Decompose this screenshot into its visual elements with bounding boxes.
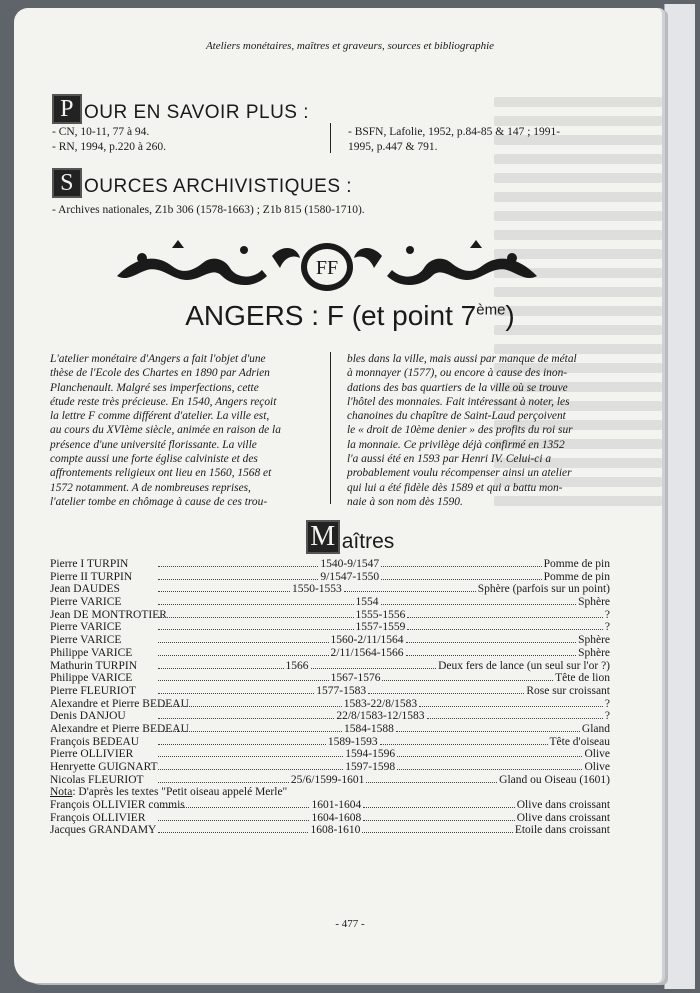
section-title: OURCES ARCHIVISTIQUES : — [84, 176, 353, 197]
section-title: OUR EN SAVOIR PLUS : — [84, 102, 310, 123]
master-name: Pierre OLLIVIER — [50, 748, 134, 761]
table-row — [50, 596, 610, 609]
table-row — [50, 736, 610, 749]
mint-mark: Rose sur croissant — [526, 684, 610, 697]
master-dates: 1557-1559 — [355, 621, 406, 634]
leader-dots — [158, 807, 309, 808]
master-dates: 2/11/1564-1566 — [330, 646, 404, 659]
mint-mark: Sphère — [578, 596, 610, 609]
leader-dots — [158, 706, 342, 707]
mint-mark: Tête d'oiseau — [549, 735, 611, 748]
table-row — [50, 761, 610, 774]
nota-line: Nota : D'après les textes "Petit oiseau appelé Merle" — [50, 786, 288, 799]
master-name: Alexandre et Pierre BEDEAU — [50, 697, 189, 710]
master-dates: 25/6/1599-1601 — [290, 773, 365, 786]
master-name: Jacques GRANDAMY — [50, 824, 157, 837]
master-dates: 1566 — [285, 659, 309, 672]
master-name: Pierre VARICE — [50, 621, 122, 634]
mint-mark: Etoile dans croissant — [514, 824, 610, 837]
section-maitres — [0, 520, 700, 554]
master-name: Pierre I TURPIN — [50, 558, 129, 570]
leader-dots — [158, 604, 354, 605]
table-row — [50, 558, 610, 571]
intro-column-left: L'atelier monétaire d'Angers a fait l'objet d'une thèse de l'Ecole des Chartes en 1890 par Adrien Planchenault. Malgré ses imperfections, cette étude reste très précieuse. En 1540, Angers reçoit la lettre F comme différent d'atelier. La ville est, au cours du XVIème siècle, animée en raison de la présence d'une université florissante. La ville compte aussi une forte église calviniste et des affrontements religieux ont lieu en 1560, 1568 et 1572 notamment. A de nombreuses reprises, l'atelier tombe en chômage à cause de ces trou- — [50, 353, 281, 508]
table-row — [50, 824, 610, 837]
page-number: - 477 - — [335, 918, 365, 930]
table-row — [50, 571, 610, 584]
leader-dots — [368, 693, 524, 694]
table-row — [50, 634, 610, 647]
mint-mark: ? — [604, 621, 611, 634]
master-name: Denis DANJOU — [50, 710, 126, 723]
running-header: Ateliers monétaires, maîtres et graveurs, sources et bibliographie — [205, 40, 495, 52]
leader-dots — [406, 642, 577, 643]
master-name: François OLLIVIER — [50, 811, 146, 824]
leader-dots — [158, 832, 308, 833]
master-dates: 1577-1583 — [316, 684, 367, 697]
master-dates: 9/1547-1550 — [320, 570, 380, 583]
master-dates: 1601-1604 — [311, 799, 362, 812]
master-name: Philippe VARICE — [50, 646, 133, 659]
leader-dots — [366, 782, 497, 783]
mint-mark: Sphère (parfois sur un point) — [477, 583, 611, 596]
leader-dots — [158, 782, 289, 783]
master-dates: 1583-22/8/1583 — [343, 697, 418, 710]
master-dates: 1597-1598 — [345, 761, 396, 773]
leader-dots — [158, 655, 329, 656]
master-dates: 1584-1588 — [344, 722, 394, 735]
mint-mark: Olive — [584, 748, 610, 761]
mint-mark: Gland ou Oiseau (1601) — [499, 773, 610, 786]
table-row — [50, 698, 610, 711]
leader-dots — [158, 693, 314, 694]
table-row — [50, 723, 610, 736]
master-dates: 1589-1593 — [327, 735, 378, 748]
table-row — [50, 621, 610, 634]
table-row — [50, 812, 610, 825]
column-divider — [330, 123, 331, 153]
master-name: Jean DAUDES — [50, 583, 120, 596]
mint-mark: Olive dans croissant — [516, 799, 611, 812]
table-row — [50, 799, 610, 812]
mint-mark: Sphère — [578, 646, 611, 659]
master-name: Pierre VARICE — [50, 596, 122, 609]
mint-mark: Olive — [584, 761, 610, 773]
drop-cap: M — [306, 520, 340, 554]
mint-mark: ? — [604, 710, 610, 723]
ornament-frieze — [112, 236, 542, 298]
mint-mark: Olive dans croissant — [516, 811, 611, 824]
section-sources — [52, 168, 352, 198]
leader-dots — [396, 731, 580, 732]
mint-mark: Deux fers de lance (un seul sur l'or ?) — [438, 659, 611, 672]
master-dates: 1594-1596 — [345, 748, 396, 761]
leader-dots — [427, 718, 603, 719]
master-name: François BEDEAU — [50, 735, 140, 748]
master-name: Nicolas FLEURIOT — [50, 773, 144, 786]
master-name: Pierre VARICE — [50, 634, 122, 647]
leader-dots — [381, 604, 577, 605]
leader-dots — [158, 756, 343, 757]
leader-dots — [344, 591, 476, 592]
leader-dots — [382, 680, 553, 681]
master-name: Alexandre et Pierre BEDEAU — [50, 722, 189, 735]
leader-dots — [158, 566, 318, 567]
leader-dots — [407, 617, 603, 618]
refs-left: - CN, 10-11, 77 à 94. - RN, 1994, p.220 à 260. — [52, 126, 167, 153]
leader-dots — [158, 820, 309, 821]
leader-dots — [397, 756, 582, 757]
mint-mark: ? — [604, 608, 611, 621]
page-title: ANGERS : F (et point 7ème) — [185, 300, 515, 331]
table-row — [50, 583, 610, 596]
leader-dots — [158, 579, 318, 580]
leader-dots — [158, 617, 354, 618]
leader-dots — [363, 820, 514, 821]
leader-dots — [158, 591, 290, 592]
table-row — [50, 672, 610, 685]
master-dates: 1567-1576 — [330, 672, 381, 685]
table-row — [50, 685, 610, 698]
master-name: Jean DE MONTROTIER — [50, 608, 167, 621]
master-dates: 1555-1556 — [355, 608, 406, 621]
svg-text:FF: FF — [315, 257, 339, 279]
table-row — [50, 774, 610, 787]
section-pour-en-savoir — [52, 94, 309, 124]
mint-mark: Tête de lion — [555, 672, 610, 685]
master-dates: 1550-1553 — [291, 583, 342, 596]
drop-cap: S — [52, 168, 82, 198]
master-name: Philippe VARICE — [50, 672, 133, 685]
mint-mark: Sphère — [578, 634, 611, 647]
mint-mark: Pomme de pin — [543, 570, 611, 583]
master-dates: 1608-1610 — [310, 824, 361, 837]
page-edge — [664, 4, 695, 989]
leader-dots — [381, 566, 541, 567]
table-row — [50, 647, 610, 660]
leader-dots — [158, 668, 284, 669]
leader-dots — [380, 744, 548, 745]
sources-text: - Archives nationales, Z1b 306 (1578-1663) ; Z1b 815 (1580-1710). — [52, 204, 365, 216]
master-dates: 22/8/1583-12/1583 — [336, 710, 425, 723]
table-row — [50, 609, 610, 622]
master-name: Pierre II TURPIN — [50, 570, 133, 583]
leader-dots — [381, 579, 541, 580]
masters-list — [50, 558, 610, 837]
leader-dots — [311, 668, 437, 669]
refs-right: - BSFN, Lafolie, 1952, p.84-85 & 147 ; 1991- 1995, p.447 & 791. — [348, 126, 561, 153]
leader-dots — [397, 769, 582, 770]
leader-dots — [158, 642, 329, 643]
master-name: Pierre FLEURIOT — [50, 684, 136, 697]
master-dates: 1560-2/11/1564 — [330, 634, 404, 647]
table-row — [50, 748, 610, 761]
master-dates: 1554 — [355, 596, 379, 609]
drop-cap: P — [52, 94, 82, 124]
master-name: Mathurin TURPIN — [50, 659, 137, 672]
intro-column-right: bles dans la ville, mais aussi par manque de métal à monnayer (1577), ou encore à cause des inon- dations des bas quartiers de la ville où se trouve l'hôtel des monnaies. Fait intéressant à noter, les chanoines du chapître de Saint-Laud perçoivent le « droit de 10ème denier » des profits du roi sur la monnaie. Ce privilège déjà confirmé en 1352 l'a aussi été en 1593 par Henri IV. Celui-ci a probablement voulu récompenser ainsi un atelier qui lui a été fidèle dès 1589 et qui a battu mon- naie à son nom dès 1590. — [347, 353, 577, 508]
master-name: Henryette GUIGNART — [50, 761, 158, 773]
table-row — [50, 710, 610, 723]
mint-mark: Pomme de pin — [543, 558, 611, 570]
leader-dots — [407, 629, 603, 630]
master-dates: 1540-9/1547 — [320, 558, 380, 570]
leader-dots — [158, 744, 326, 745]
table-row — [50, 660, 610, 673]
master-dates: 1604-1608 — [311, 811, 362, 824]
leader-dots — [406, 655, 577, 656]
leader-dots — [363, 807, 514, 808]
leader-dots — [158, 629, 354, 630]
leader-dots — [158, 731, 342, 732]
leader-dots — [158, 769, 343, 770]
master-name: François OLLIVIER commis — [50, 799, 185, 812]
mint-mark: Gland — [581, 722, 611, 735]
section-title: aîtres — [341, 530, 395, 553]
column-divider — [330, 352, 331, 504]
mint-mark: ? — [604, 697, 610, 710]
leader-dots — [158, 680, 329, 681]
leader-dots — [158, 718, 334, 719]
leader-dots — [419, 706, 603, 707]
leader-dots — [362, 832, 512, 833]
